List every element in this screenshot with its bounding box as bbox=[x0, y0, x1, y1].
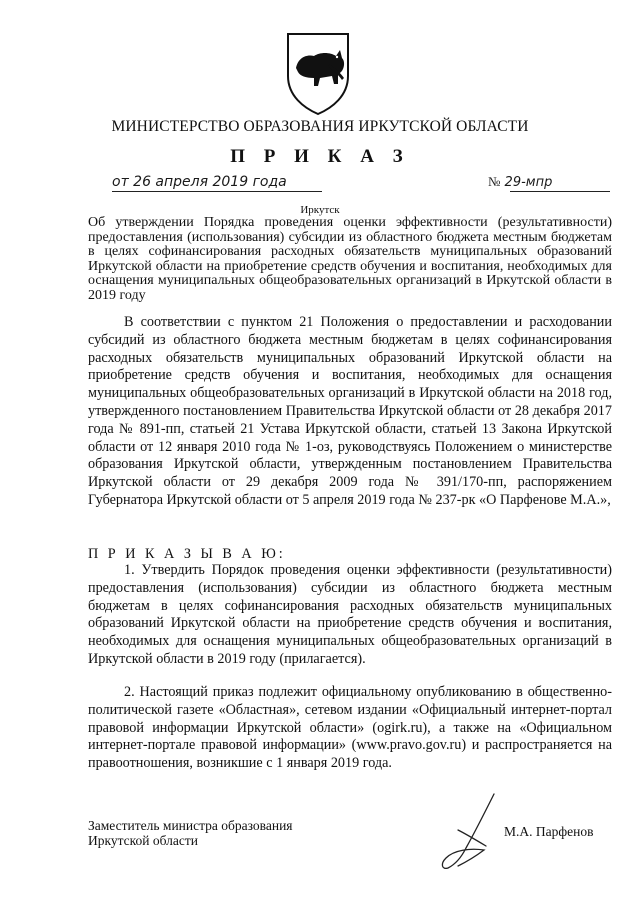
order-number-handwritten: 29-мпр bbox=[504, 175, 553, 190]
signatory-position-line1: Заместитель министра образования bbox=[88, 818, 293, 833]
order-item-2-text: 2. Настоящий приказ подлежит официальному опубликованию в общественно-политической газете «Областная», сетевом издании «Официальный интернет-портал правовой информации Иркутской области» (ogirk.ru), а также на «Официальном интернет-портале правовой информации» (www.pravo.gov.ru) и распространяется на правоотношения, возникшие с 1 января 2019 года. bbox=[88, 684, 612, 772]
order-date-handwritten: от 26 апреля 2019 года bbox=[112, 174, 287, 190]
order-keyword: П Р И К А З Ы В А Ю: bbox=[88, 546, 286, 562]
signatory-position-line2: Иркутской области bbox=[88, 833, 199, 848]
order-item-1 bbox=[88, 562, 612, 669]
ministry-name: МИНИСТЕРСТВО ОБРАЗОВАНИЯ ИРКУТСКОЙ ОБЛАСТИ bbox=[111, 118, 529, 135]
order-title: Об утверждении Порядка проведения оценки эффективности (результативности) предоставления (использования) субсидии из областного бюджета местным бюджетам в целях софинансирования расходных обязательств муниципальных образований Иркутской области на приобретение средств обучения и воспитания, необходимых для оснащения муниципальных общеобразовательных организаций в Иркутской области в 2019 году bbox=[88, 215, 612, 303]
order-item-2 bbox=[88, 684, 612, 773]
number-underline bbox=[510, 191, 610, 192]
signatory-name: М.А. Парфенов bbox=[504, 824, 594, 839]
order-date bbox=[112, 174, 322, 190]
date-underline bbox=[112, 191, 322, 192]
coat-of-arms-emblem bbox=[280, 28, 356, 116]
order-item-1-text: 1. Утвердить Порядок проведения оценки эффективности (результативности) предоставления (использования) субсидии из областного бюджета местным бюджетам в целях софинансирования расходных обязательств муниципальных образований Иркутской области на приобретение средств обучения и воспитания, необходимых для оснащения муниципальных общеобразовательных организаций в Иркутской области в 2019 году (прилагается). bbox=[88, 562, 612, 667]
preamble-text: В соответствии с пунктом 21 Положения о предоставлении и расходовании субсидий из областного бюджета местным бюджетам в целях софинансирования расходных обязательств муниципальных образований Иркутской области на приобретение средств обучения и воспитания, необходимых для оснащения муниципальных общеобразовательных организаций в Иркутской области на 2018 год, утвержденного постановлением Правительства Иркутской области от 28 декабря 2017 года № 891-пп, статьей 21 Устава Иркутской области, статьей 13 Закона Иркутской области от 12 января 2010 года № 1-оз, руководствуясь Положением о министерстве образования Иркутской области, утвержденным постановлением Правительства Иркутской области от 29 декабря 2009 года № 391/170-пп, распоряжением Губернатора Иркутской области от 5 апреля 2019 года № 237-рк «О Парфенове М.А.», bbox=[88, 314, 612, 508]
number-sign: № bbox=[488, 174, 501, 189]
signatory-position bbox=[88, 818, 293, 848]
order-number bbox=[488, 174, 610, 190]
city-name: Иркутск bbox=[300, 204, 340, 216]
preamble-paragraph bbox=[88, 314, 612, 510]
document-type: П Р И К А З bbox=[230, 146, 410, 167]
handwritten-signature bbox=[436, 790, 506, 874]
